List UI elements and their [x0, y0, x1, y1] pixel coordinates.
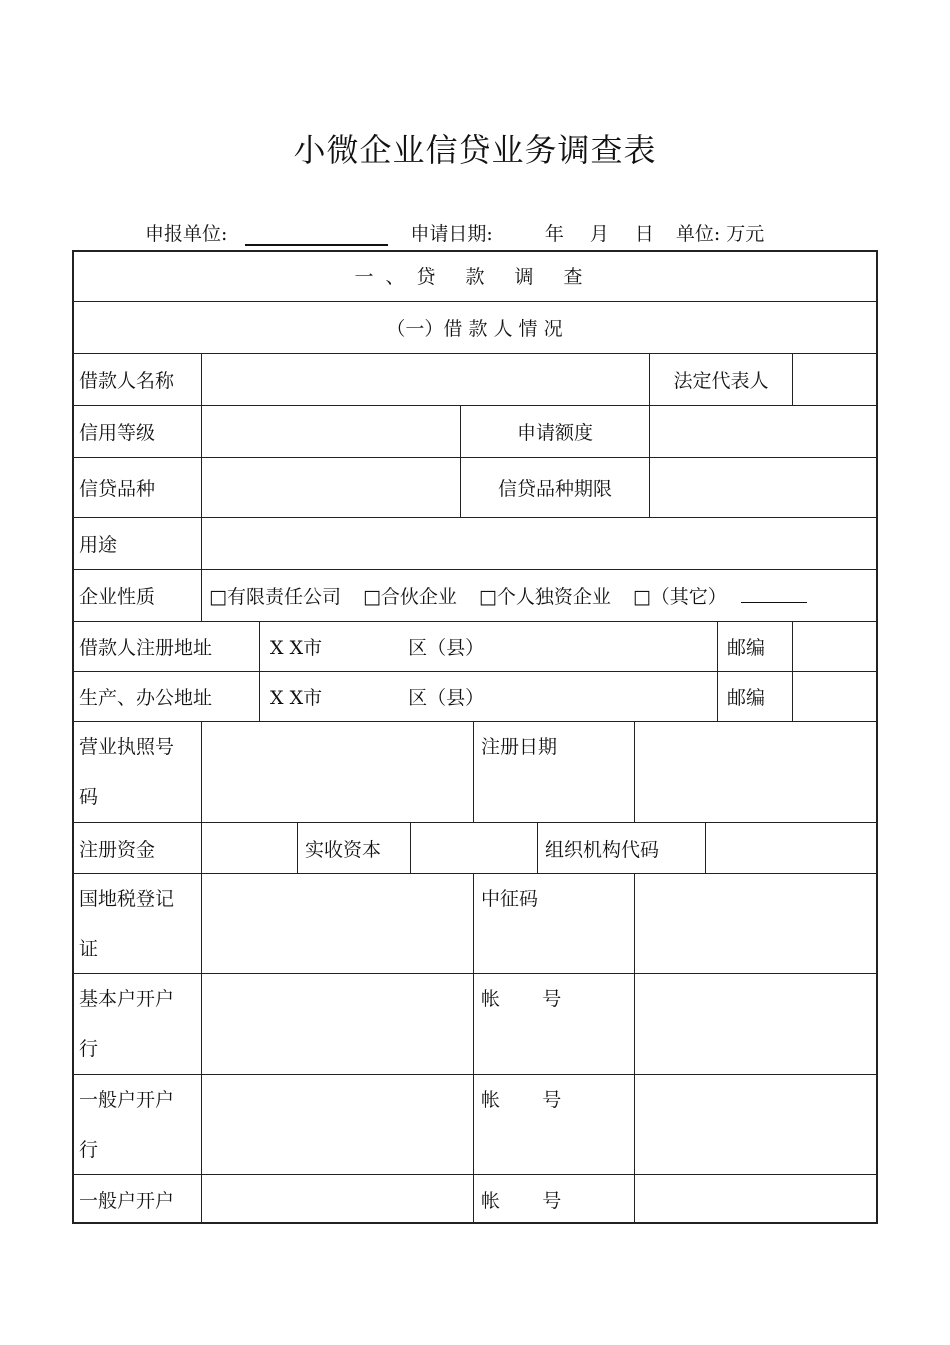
label-account-1: 帐 号: [474, 974, 635, 1075]
label-nature: 企业性质: [72, 570, 202, 622]
credit-term-field[interactable]: [650, 458, 878, 518]
label-credit-rating: 信用等级: [72, 406, 202, 458]
general-bank-field-2[interactable]: [202, 1175, 474, 1224]
nature-options: [202, 570, 878, 622]
label-general-bank: [72, 1075, 202, 1175]
label-license: [72, 722, 202, 823]
label-reg-capital: 注册资金: [72, 823, 202, 874]
other-blank-field[interactable]: [741, 589, 807, 603]
purpose-field[interactable]: [202, 518, 878, 570]
office-address-field[interactable]: [260, 672, 718, 722]
label-license-line1: 营业执照号: [79, 736, 175, 758]
general-bank-field[interactable]: [202, 1075, 474, 1175]
credit-code-field[interactable]: [635, 874, 878, 974]
apply-amount-field[interactable]: [650, 406, 878, 458]
section-borrower-info: [72, 302, 878, 354]
option-limited-company[interactable]: □有限责任公司: [209, 586, 341, 608]
credit-rating-field[interactable]: [202, 406, 461, 458]
postcode-field-2[interactable]: [793, 672, 878, 722]
license-field[interactable]: [202, 722, 474, 823]
paid-capital-field[interactable]: [411, 823, 538, 874]
date-label: 申请日期:: [410, 223, 493, 245]
basic-bank-field[interactable]: [202, 974, 474, 1075]
label-account-3: 帐 号: [474, 1175, 635, 1224]
label-tax-line1: 国地税登记: [79, 888, 175, 910]
label-general-bank-line2: 行: [79, 1139, 99, 1161]
account-field-2[interactable]: [635, 1075, 878, 1175]
label-license-line2: 码: [79, 786, 99, 808]
option-sole-proprietorship[interactable]: □个人独资企业: [478, 586, 611, 608]
label-legal-rep: 法定代表人: [650, 354, 793, 406]
account-field-1[interactable]: [635, 974, 878, 1075]
reg-address-field[interactable]: [260, 622, 718, 672]
label-apply-amount: 申请额度: [461, 406, 650, 458]
label-reg-address: 借款人注册地址: [72, 622, 260, 672]
org-code-field[interactable]: [706, 823, 878, 874]
unit-field[interactable]: [245, 228, 388, 246]
reg-capital-field[interactable]: [202, 823, 298, 874]
label-account-2: 帐 号: [474, 1075, 635, 1175]
office-city: X X市: [270, 687, 323, 709]
account-field-3[interactable]: [635, 1175, 878, 1224]
label-credit-code: 中征码: [474, 874, 635, 974]
legal-rep-field[interactable]: [793, 354, 878, 406]
year-label: 年: [544, 223, 564, 245]
page-title: 小微企业信贷业务调查表: [293, 131, 657, 169]
label-postcode-1: 邮编: [718, 622, 793, 672]
header-info: [145, 219, 764, 246]
label-purpose: 用途: [72, 518, 202, 570]
unit-label: 申报单位:: [145, 223, 228, 245]
day-label: 日: [634, 223, 654, 245]
option-partnership[interactable]: □合伙企业: [362, 586, 457, 608]
label-basic-bank-line2: 行: [79, 1038, 99, 1060]
label-paid-capital: 实收资本: [298, 823, 411, 874]
tax-field[interactable]: [202, 874, 474, 974]
label-postcode-2: 邮编: [718, 672, 793, 722]
reg-city: X X市: [270, 637, 323, 659]
label-basic-bank: [72, 974, 202, 1075]
label-basic-bank-line1: 基本户开户: [79, 988, 175, 1010]
label-credit-type: 信贷品种: [72, 458, 202, 518]
credit-type-field[interactable]: [202, 458, 461, 518]
label-credit-term: 信贷品种期限: [461, 458, 650, 518]
currency-label: 单位: 万元: [675, 223, 765, 245]
section-loan-survey: [72, 250, 878, 302]
label-reg-date: 注册日期: [474, 722, 635, 823]
office-district: 区（县）: [408, 687, 485, 709]
label-office-address: 生产、办公地址: [72, 672, 260, 722]
label-org-code: 组织机构代码: [538, 823, 706, 874]
label-borrower-name: 借款人名称: [72, 354, 202, 406]
label-general-bank-line1: 一般户开户: [79, 1089, 175, 1111]
option-other[interactable]: □（其它）: [632, 586, 727, 608]
label-general-bank-2: 一般户开户: [72, 1175, 202, 1224]
label-tax-line2: 证: [79, 938, 99, 960]
section-borrower-info-text: （一）借 款 人 情 况: [386, 318, 563, 340]
reg-date-field[interactable]: [635, 722, 878, 823]
month-label: 月: [589, 223, 609, 245]
postcode-field-1[interactable]: [793, 622, 878, 672]
borrower-name-field[interactable]: [202, 354, 650, 406]
reg-district: 区（县）: [408, 637, 485, 659]
label-tax: [72, 874, 202, 974]
section-loan-survey-text: 一、贷 款 调 查: [354, 266, 595, 288]
